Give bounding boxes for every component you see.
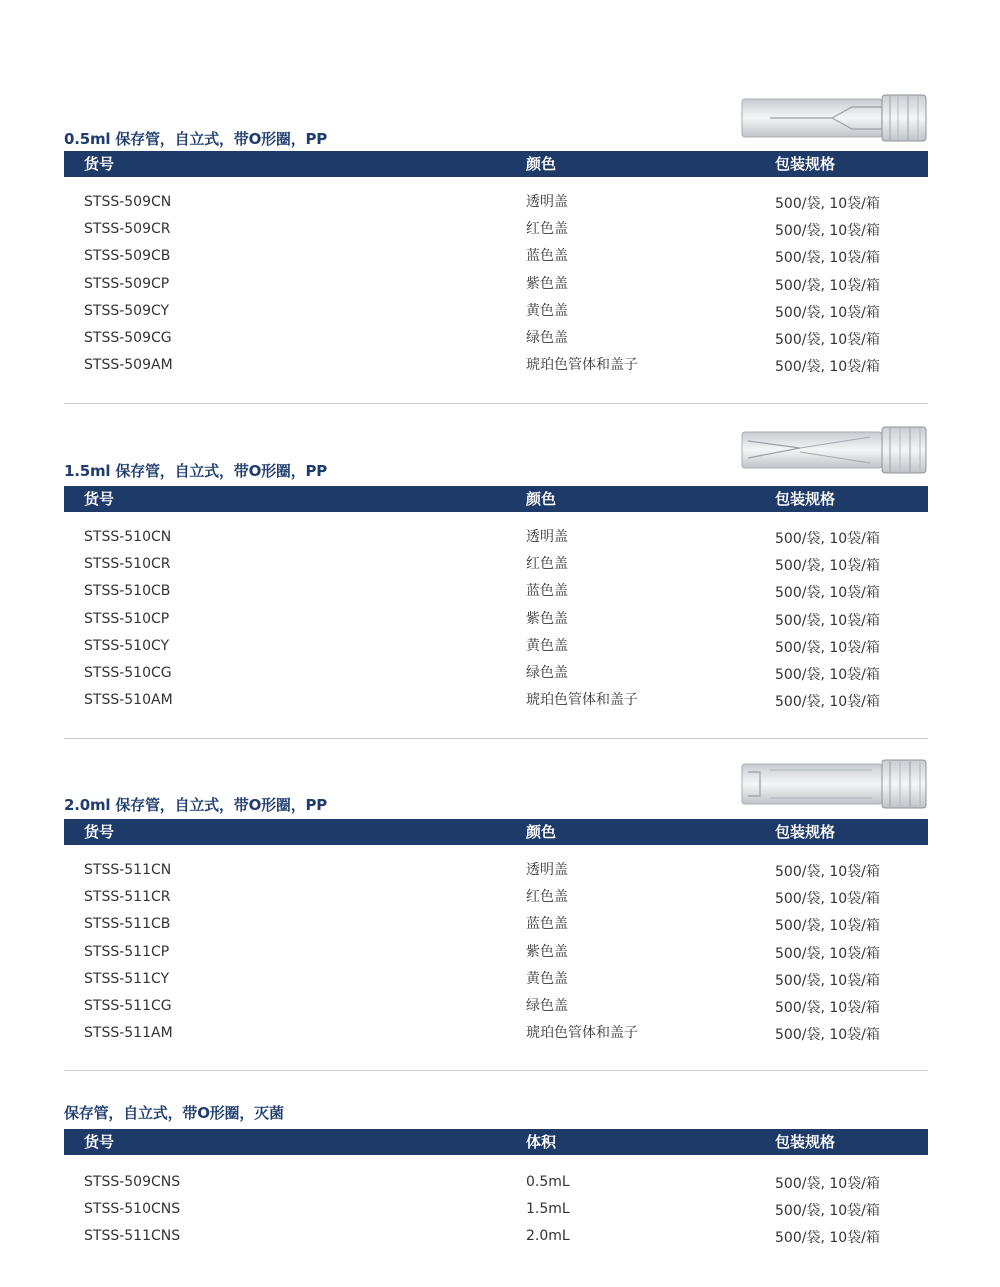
column-header-sku: 货号 — [84, 823, 115, 841]
color-cell: 紫色盖 — [526, 275, 568, 292]
sku-cell: STSS-511CR — [84, 889, 171, 906]
sku-cell: STSS-509CNS — [84, 1174, 181, 1190]
section-divider — [64, 403, 928, 404]
table-body — [64, 526, 928, 716]
column-header-packaging: 包装规格 — [775, 1133, 836, 1151]
column-header-sku: 货号 — [84, 1133, 115, 1151]
sku-cell: STSS-510CB — [84, 583, 171, 600]
column-header-packaging: 包装规格 — [775, 823, 836, 841]
column-header-sku: 货号 — [84, 490, 115, 508]
section-title: 1.5ml 保存管，自立式，带O形圈，PP — [64, 462, 328, 480]
table-row — [64, 327, 928, 354]
column-header-packaging: 包装规格 — [775, 155, 836, 173]
packaging-cell: 500/袋, 10袋/箱 — [775, 304, 880, 321]
table-row — [64, 913, 928, 940]
product-section-1-5ml — [64, 422, 928, 742]
color-cell: 琥珀色管体和盖子 — [526, 357, 638, 374]
table-row — [64, 354, 928, 381]
table-row — [64, 191, 928, 218]
sku-cell: STSS-509CP — [84, 275, 170, 292]
column-header-color: 颜色 — [526, 155, 557, 173]
table-row — [64, 608, 928, 635]
color-cell: 绿色盖 — [526, 664, 568, 681]
table-row — [64, 526, 928, 553]
sku-cell: STSS-510AM — [84, 692, 173, 709]
sku-cell: STSS-510CN — [84, 529, 172, 545]
section-title: 保存管，自立式，带O形圈，灭菌 — [64, 1104, 284, 1122]
sku-cell: STSS-509CG — [84, 329, 172, 346]
table-body — [64, 191, 928, 381]
volume-cell: 1.5mL — [526, 1201, 570, 1218]
sku-cell: STSS-511AM — [84, 1025, 173, 1042]
table-row — [64, 1022, 928, 1049]
sku-cell: STSS-511CN — [84, 862, 172, 878]
packaging-cell: 500/袋, 10袋/箱 — [775, 864, 880, 880]
column-header-color: 颜色 — [526, 490, 557, 508]
product-section-2-0ml — [64, 756, 928, 1076]
color-cell: 蓝色盖 — [526, 583, 568, 600]
sku-cell: STSS-509CN — [84, 194, 172, 210]
table-row — [64, 662, 928, 689]
color-cell: 透明盖 — [526, 529, 568, 545]
color-cell: 黄色盖 — [526, 637, 568, 654]
color-cell: 透明盖 — [526, 862, 568, 878]
sku-cell: STSS-510CG — [84, 664, 172, 681]
color-cell: 蓝色盖 — [526, 248, 568, 265]
color-cell: 红色盖 — [526, 556, 568, 573]
sku-cell: STSS-511CP — [84, 943, 170, 960]
section-divider — [64, 1070, 928, 1071]
sku-cell: STSS-509CR — [84, 221, 171, 238]
sku-cell: STSS-509AM — [84, 357, 173, 374]
section-divider — [64, 738, 928, 739]
column-header-packaging: 包装规格 — [775, 490, 836, 508]
section-title: 0.5ml 保存管，自立式，带O形圈，PP — [64, 130, 328, 148]
color-cell: 绿色盖 — [526, 997, 568, 1014]
color-cell: 黄色盖 — [526, 302, 568, 319]
table-row — [64, 1171, 928, 1198]
table-row — [64, 1225, 928, 1252]
color-cell: 蓝色盖 — [526, 916, 568, 933]
column-header-sku: 货号 — [84, 155, 115, 173]
packaging-cell: 500/袋, 10袋/箱 — [775, 250, 880, 267]
tube-2.0ml-image — [740, 756, 928, 812]
packaging-cell: 500/袋, 10袋/箱 — [775, 331, 880, 348]
volume-cell: 0.5mL — [526, 1174, 570, 1190]
table-row — [64, 635, 928, 662]
column-header-color: 颜色 — [526, 823, 557, 841]
packaging-cell: 500/袋, 10袋/箱 — [775, 1176, 880, 1192]
packaging-cell: 500/袋, 10袋/箱 — [775, 612, 880, 629]
sku-cell: STSS-511CNS — [84, 1228, 181, 1245]
packaging-cell: 500/袋, 10袋/箱 — [775, 918, 880, 935]
table-row — [64, 273, 928, 300]
color-cell: 红色盖 — [526, 889, 568, 906]
sku-cell: STSS-510CP — [84, 610, 170, 627]
packaging-cell: 500/袋, 10袋/箱 — [775, 1027, 880, 1044]
section-title: 2.0ml 保存管，自立式，带O形圈，PP — [64, 796, 328, 814]
table-header — [64, 486, 928, 512]
table-row — [64, 553, 928, 580]
sku-cell: STSS-511CY — [84, 970, 170, 987]
packaging-cell: 500/袋, 10袋/箱 — [775, 558, 880, 575]
packaging-cell: 500/袋, 10袋/箱 — [775, 639, 880, 656]
color-cell: 琥珀色管体和盖子 — [526, 1025, 638, 1042]
packaging-cell: 500/袋, 10袋/箱 — [775, 945, 880, 962]
table-header — [64, 1129, 928, 1155]
table-row — [64, 1198, 928, 1225]
color-cell: 紫色盖 — [526, 610, 568, 627]
product-section-0-5ml — [64, 90, 928, 410]
volume-cell: 2.0mL — [526, 1228, 570, 1245]
sku-cell: STSS-509CB — [84, 248, 171, 265]
tube-1.5ml-image — [740, 422, 928, 478]
packaging-cell: 500/袋, 10袋/箱 — [775, 999, 880, 1016]
sku-cell: STSS-511CB — [84, 916, 171, 933]
table-header — [64, 819, 928, 845]
packaging-cell: 500/袋, 10袋/箱 — [775, 1203, 880, 1220]
sku-cell: STSS-510CY — [84, 637, 170, 654]
sku-cell: STSS-510CNS — [84, 1201, 181, 1218]
color-cell: 紫色盖 — [526, 943, 568, 960]
packaging-cell: 500/袋, 10袋/箱 — [775, 531, 880, 547]
color-cell: 琥珀色管体和盖子 — [526, 692, 638, 709]
color-cell: 红色盖 — [526, 221, 568, 238]
packaging-cell: 500/袋, 10袋/箱 — [775, 277, 880, 294]
table-row — [64, 218, 928, 245]
sku-cell: STSS-511CG — [84, 997, 172, 1014]
table-row — [64, 995, 928, 1022]
color-cell: 透明盖 — [526, 194, 568, 210]
table-row — [64, 245, 928, 272]
tube-0.5ml-image — [740, 90, 928, 146]
table-row — [64, 968, 928, 995]
table-row — [64, 886, 928, 913]
packaging-cell: 500/袋, 10袋/箱 — [775, 891, 880, 908]
table-row — [64, 859, 928, 886]
packaging-cell: 500/袋, 10袋/箱 — [775, 972, 880, 989]
packaging-cell: 500/袋, 10袋/箱 — [775, 359, 880, 376]
color-cell: 黄色盖 — [526, 970, 568, 987]
packaging-cell: 500/袋, 10袋/箱 — [775, 196, 880, 212]
table-body — [64, 859, 928, 1049]
sku-cell: STSS-510CR — [84, 556, 171, 573]
sku-cell: STSS-509CY — [84, 302, 170, 319]
product-section-sterile — [64, 1102, 928, 1262]
table-row — [64, 941, 928, 968]
table-row — [64, 580, 928, 607]
column-header-volume: 体积 — [526, 1133, 557, 1151]
table-body — [64, 1171, 928, 1253]
packaging-cell: 500/袋, 10袋/箱 — [775, 1230, 880, 1247]
packaging-cell: 500/袋, 10袋/箱 — [775, 585, 880, 602]
table-row — [64, 689, 928, 716]
table-row — [64, 300, 928, 327]
packaging-cell: 500/袋, 10袋/箱 — [775, 694, 880, 711]
packaging-cell: 500/袋, 10袋/箱 — [775, 223, 880, 240]
table-header — [64, 151, 928, 177]
packaging-cell: 500/袋, 10袋/箱 — [775, 666, 880, 683]
color-cell: 绿色盖 — [526, 329, 568, 346]
